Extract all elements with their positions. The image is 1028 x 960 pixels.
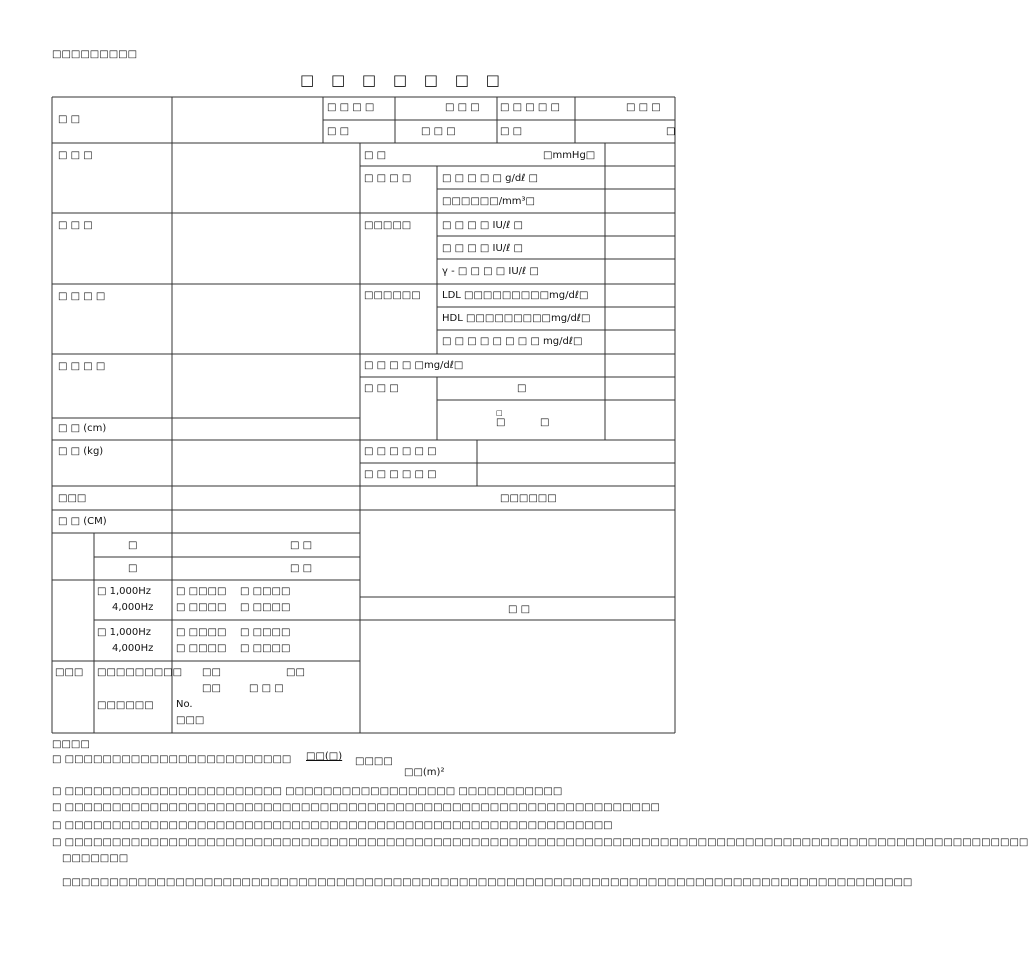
doctor-label: □ □ [508,604,531,615]
row-label-4: □ □ □ □ [58,361,106,372]
header-cell-a1: □ □ □ □ [327,102,375,113]
form-code: □□□□□□□□□ [52,49,138,60]
waist-label: □ □ (CM) [58,516,107,527]
note-3: □ □□□□□□□□□□□□□□□□□□□□□□□□□□□□□□□□□□□□□□□□□□□□□□□□□□□□□□□□□□□□□□□ [52,802,660,813]
hearing-opt: □ □□□□ [240,643,291,654]
tg-item: □ □ □ □ □ □ □ □ mg/dℓ□ [442,336,583,347]
hearing-left-4000: 4,000Hz [112,643,154,654]
bp-label: □ □ [364,150,387,161]
note-5: □ □□□□□□□□□□□□□□□□□□□□□□□□□□□□□□□□□□□□□□□□□□□□□□□□□□□□□□□□□□□□□□□□□□□□□□□□□□□□□□□□□□□□□□□□□□□□□□□□□□□□□□ [52,837,1028,848]
gpt-item: □ □ □ □ IU/ℓ □ [442,243,523,254]
header-cell-a4: □ □ □ [626,102,661,113]
note-1: □ □□□□□□□□□□□□□□□□□□□□□□□□ [52,754,292,765]
header-cell-a3: □ □ □ □ □ [500,102,560,113]
ggt-item: γ - □ □ □ □ IU/ℓ □ [442,266,539,277]
urine-c: □ [496,417,506,428]
urine-label: □ □ □ [364,383,399,394]
ecg-label: □ □ □ □ □ □ [364,446,437,457]
bp-unit: □mmHg□ [543,150,596,161]
rbc-item: □□□□□□/mm³□ [442,196,535,207]
hdl-item: HDL □□□□□□□□□mg/dℓ□ [442,313,591,324]
liver-label: □□□□□ [364,220,412,231]
glucose-item: □ □ □ □ □mg/dℓ□ [364,360,464,371]
hb-item: □ □ □ □ □ g/dℓ □ [442,173,538,184]
row-label-2: □ □ □ [58,220,93,231]
hearing-opt: □ □□□□ [176,602,227,613]
header-cell-b2: □ □ □ [421,126,456,137]
height-label: □ □ (cm) [58,423,107,434]
row-label-1: □ □ □ [58,150,93,161]
header-cell-b3: □ □ [500,126,523,137]
urine-d: □ [540,417,550,428]
note-1-unit: □□(□) [306,751,343,762]
xray-v3: □□ [202,683,221,694]
notes-heading: □□□□ [52,739,90,750]
note-1-unit2: □□(m)² [404,767,445,778]
xray-v2: □□ [286,667,305,678]
xray-v1: □□ [202,667,221,678]
hearing-opt: □ □□□□ [240,602,291,613]
ldl-item: LDL □□□□□□□□□mg/dℓ□ [442,290,589,301]
hearing-left-1000: □ 1,000Hz [97,627,152,638]
hearing-opt: □ □□□□ [176,643,227,654]
xray-label: □□□ [55,667,84,678]
urine-b: □ [496,409,503,417]
xray-sub1: □□□□□□□□□ [97,667,183,678]
note-6: □□□□□□□□□□□□□□□□□□□□□□□□□□□□□□□□□□□□□□□□□□□□□□□□□□□□□□□□□□□□□□□□□□□□□□□□□□□□□□□□□□□□□□□□□□ [62,877,913,888]
xray-no: No. [176,699,193,710]
lipid-label: □□□□□□ [364,290,421,301]
name-label: □ □ [58,114,81,125]
vision-left: □ [128,563,138,574]
note-4: □ □□□□□□□□□□□□□□□□□□□□□□□□□□□□□□□□□□□□□□□□□□□□□□□□□□□□□□□□□□ [52,820,613,831]
note-1-eq: □□□□ [355,756,393,767]
bmi-label: □□□ [58,493,87,504]
header-cell-b1: □ □ [327,126,350,137]
note-2: □ □□□□□□□□□□□□□□□□□□□□□□□ □□□□□□□□□□□□□□□□□□ □□□□□□□□□□□ [52,786,563,797]
header-cell-b4: □ [666,126,676,137]
hearing-right-1000: □ 1,000Hz [97,586,152,597]
hearing-opt: □ □□□□ [240,627,291,638]
note-5-cont: □□□□□□□ [62,853,129,864]
weight-label: □ □ (kg) [58,446,104,457]
got-item: □ □ □ □ IU/ℓ □ [442,220,523,231]
page-title: □ □ □ □ □ □ □ [300,71,506,89]
other-label: □ □ □ □ □ □ [364,469,437,480]
vision-left-end: □ □ [290,563,313,574]
xray-sub2: □□□□□□ [97,700,154,711]
hearing-right-4000: 4,000Hz [112,602,154,613]
hearing-opt: □ □□□□ [176,627,227,638]
vision-right: □ [128,540,138,551]
judgement-label: □□□□□□ [500,493,557,504]
xray-v5: □□□ [176,715,205,726]
blood-label: □ □ □ □ [364,173,412,184]
urine-a: □ [517,383,527,394]
xray-v4: □ □ □ [249,683,284,694]
row-label-3: □ □ □ □ [58,291,106,302]
hearing-opt: □ □□□□ [176,586,227,597]
header-cell-a2: □ □ □ [445,102,480,113]
vision-right-end: □ □ [290,540,313,551]
hearing-opt: □ □□□□ [240,586,291,597]
